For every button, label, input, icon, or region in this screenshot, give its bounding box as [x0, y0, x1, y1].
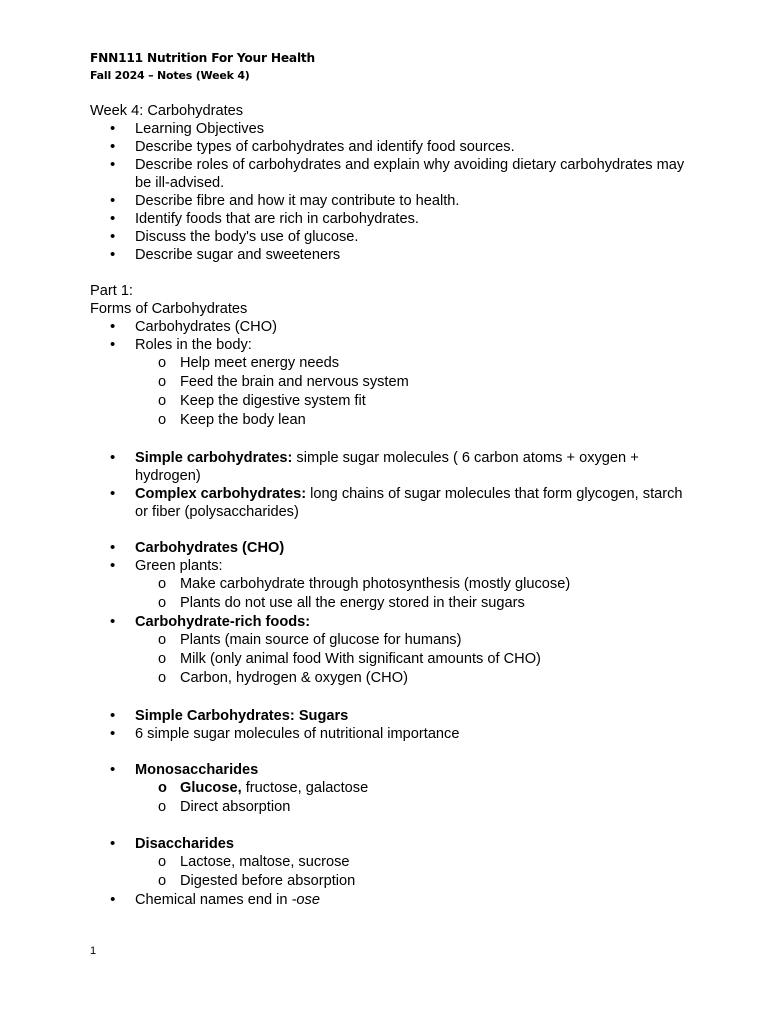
objective-item: • Learning Objectives [90, 120, 690, 138]
list-item: • Carbohydrates (CHO) [90, 318, 690, 336]
list-item: • Green plants: [90, 557, 690, 575]
sub-item: o Keep the digestive system fit [90, 392, 690, 411]
bold-term: Glucose, [180, 780, 242, 796]
list-item [90, 485, 690, 521]
sub-item: o Plants (main source of glucose for humans) [90, 631, 690, 650]
week-title: Week 4: Carbohydrates [90, 103, 244, 119]
part-label: Part 1: [90, 283, 133, 299]
list-item [90, 707, 690, 725]
sub-item [90, 779, 690, 798]
objective-item: • Describe sugar and sweeteners [90, 246, 690, 264]
list-item: • 6 simple sugar molecules of nutritional importance [90, 725, 690, 743]
sub-item: o Make carbohydrate through photosynthesis (mostly glucose) [90, 575, 690, 594]
sub-item: o Feed the brain and nervous system [90, 373, 690, 392]
page-number: 1 [90, 945, 97, 957]
bold-heading: Carbohydrates (CHO) [135, 540, 285, 556]
sub-item: o Help meet energy needs [90, 354, 690, 373]
bold-heading: Disaccharides [135, 836, 234, 852]
list-item [90, 449, 690, 485]
section-title: Forms of Carbohydrates [90, 301, 248, 317]
objective-item: • Discuss the body's use of glucose. [90, 228, 690, 246]
list-item [90, 761, 690, 779]
sub-item: o Keep the body lean [90, 411, 690, 430]
sub-item: o Milk (only animal food With significant amounts of CHO) [90, 650, 690, 669]
bold-heading: Monosaccharides [135, 762, 259, 778]
list-item [90, 539, 690, 557]
term-label: Simple carbohydrates: [135, 450, 293, 466]
list-item: • Roles in the body: [90, 336, 690, 354]
chem-prefix: Chemical names end in [135, 892, 292, 908]
bold-heading: Simple Carbohydrates: Sugars [135, 708, 349, 724]
objectives-list [90, 120, 690, 264]
sub-item: o Digested before absorption [90, 872, 690, 891]
chem-suffix: -ose [291, 892, 320, 908]
sub-item: o Direct absorption [90, 798, 690, 817]
list-item [90, 613, 690, 631]
sub-item: o Lactose, maltose, sucrose [90, 853, 690, 872]
term-definition: simple sugar molecules ( 6 carbon atoms + oxygen + hydrogen) [135, 450, 639, 484]
list-item [90, 835, 690, 853]
objective-item: • Describe types of carbohydrates and identify food sources. [90, 138, 690, 156]
objective-item: • Describe roles of carbohydrates and explain why avoiding dietary carbohydrates may be ill-advised. [90, 156, 690, 192]
course-title: FNN111 Nutrition For Your Health [90, 51, 316, 65]
bold-heading: Carbohydrate-rich foods: [135, 614, 311, 630]
notes-body [90, 102, 690, 909]
sub-item: o Plants do not use all the energy stored in their sugars [90, 594, 690, 613]
objective-item: • Identify foods that are rich in carbohydrates. [90, 210, 690, 228]
objective-item: • Describe fibre and how it may contribute to health. [90, 192, 690, 210]
term-subtitle: Fall 2024 – Notes (Week 4) [90, 69, 250, 82]
term-label: Complex carbohydrates: [135, 486, 307, 502]
sub-item: o Carbon, hydrogen & oxygen (CHO) [90, 669, 690, 688]
sub-item-text: fructose, galactose [241, 780, 369, 796]
term-definition: long chains of sugar molecules that form glycogen, starch or fiber (polysaccharides) [135, 486, 683, 520]
list-item [90, 891, 690, 909]
